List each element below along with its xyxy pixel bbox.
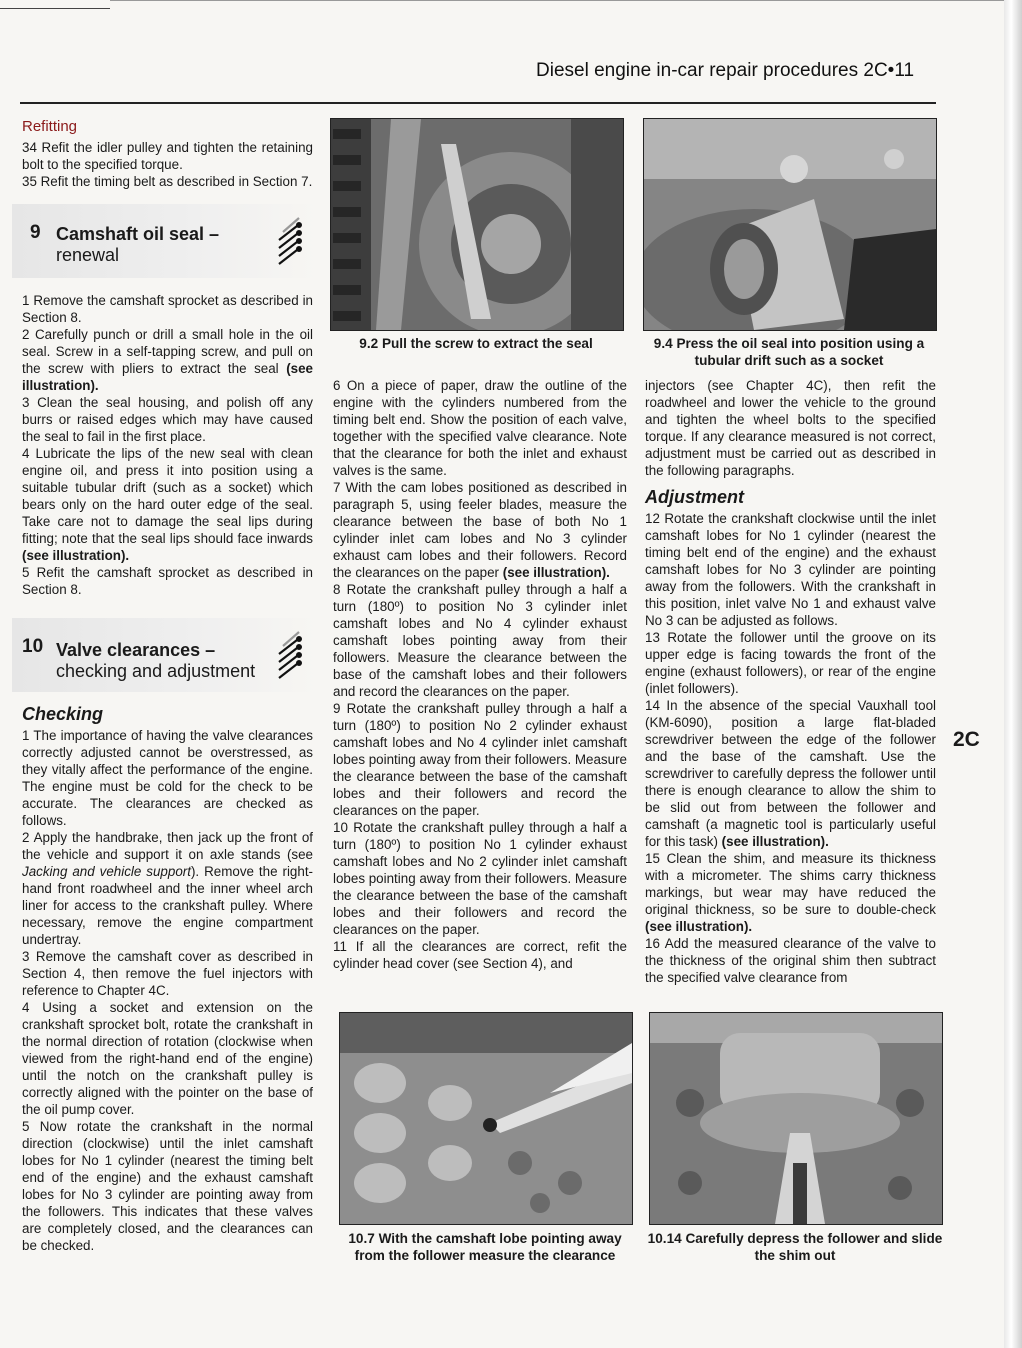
right-column — [645, 377, 936, 986]
paragraph: injectors (see Chapter 4C), then refit the roadwheel and lower the vehicle to the ground and tighten the wheel bolts to the specified torque. If any clearance measured is not correct, adjustment must be carried out as described in the following paragraphs. — [645, 378, 936, 478]
caption-10-14: 10.14 Carefully depress the follower and slide the shim out — [647, 1231, 943, 1263]
caption-10-7: 10.7 With the camshaft lobe pointing away from the follower measure the clearance — [348, 1231, 622, 1263]
photo-10-14 — [649, 1012, 943, 1225]
illustration-ref: (see illustration). — [645, 919, 753, 934]
photo-9-2 — [330, 118, 624, 331]
top-edge-line — [0, 8, 110, 9]
section-title — [56, 224, 219, 266]
paragraph: 5 Now rotate the crankshaft in the normal direction (clockwise) until the inlet camshaft lobes for No 1 cylinder (nearest the timing belt end of the engine) and the exhaust camshaft lobes for No 3 cylinder are pointing away from the followers. This indicates that these valves are completely closed, and the clearances can be checked. — [22, 1119, 313, 1253]
screwdriver-follower-photo — [650, 1013, 942, 1224]
header-rule — [20, 102, 936, 104]
photo-10-7 — [339, 1012, 633, 1225]
top-border-line — [110, 0, 1022, 1]
illustration-ref: (see illustration). — [22, 361, 313, 393]
illustration-ref: (see illustration). — [721, 834, 829, 849]
paragraph: 35 Refit the timing belt as described in Section 7. — [22, 174, 313, 189]
page-edge-strip — [1004, 0, 1022, 1348]
paragraph: 8 Rotate the crankshaft pulley through a half a turn (180º) to position No 3 cylinder inlet camshaft lobes and No 4 cylinder exhaust camshaft lobes pointing away from their followers. Measure the clearance between the base of the camshaft lobes and their followers and record the clearances on the paper. — [333, 582, 627, 699]
section-title — [56, 640, 255, 682]
paragraph: 7 With the cam lobes positioned as described in paragraph 5, using feeler blades, measure the clearance between the base of both No 1 cylinder inlet cam lobes and No 3 cylinder exhaust cam lobes and their followers. Record the clearances on the paper (see illustration). — [333, 480, 627, 580]
paragraph: 34 Refit the idler pulley and tighten the retaining bolt to the specified torque. — [22, 140, 313, 172]
paragraph: 6 On a piece of paper, draw the outline of the engine with the cylinders numbered from the timing belt end. Show the position of each valve, together with the specified valve clearance. Note that the clearance for both the inlet and exhaust valves is the same. — [333, 378, 627, 478]
cross-reference: Jacking and vehicle support — [22, 864, 191, 879]
difficulty-spanner-icon — [275, 212, 305, 272]
paragraph: 15 Clean the shim, and measure its thickness with a micrometer. The shims carry thickness markings, but wear may have reduced the original thickness, so be sure to double-check (see illustration). — [645, 851, 936, 934]
paragraph: 3 Remove the camshaft cover as described in Section 4, then remove the fuel injectors with reference to Chapter 4C. — [22, 949, 313, 998]
oil-seal-socket-photo — [644, 119, 936, 330]
middle-column — [333, 377, 627, 972]
running-header: Diesel engine in-car repair procedures 2C•11 — [536, 60, 915, 81]
adjustment-heading: Adjustment — [645, 487, 744, 507]
caption-9-4: 9.4 Press the oil seal into position using a tubular drift such as a socket — [653, 336, 925, 368]
paragraph: 4 Using a socket and extension on the crankshaft sprocket bolt, rotate the crankshaft in the normal direction of rotation (clockwise when viewed from the right-hand end of the engine) until the notch on the crankshaft pulley is correctly aligned with the pointer on the base of the oil pump cover. — [22, 1000, 313, 1117]
section-title-main: Camshaft oil seal – — [56, 224, 220, 244]
engine-sprocket-photo — [331, 119, 623, 330]
section-title-sub: checking and adjustment — [56, 661, 256, 681]
paragraph: 14 In the absence of the special Vauxhall tool (KM-6090), position a large flat-bladed screwdriver between the edge of the follower and the base of the camshaft. Use the screwdriver to carefully depress the follower until there is enough clearance to allow the shim to be slid out from between the follower and camshaft (a magnetic tool is particularly useful for this task) (see illustration). — [645, 698, 936, 849]
paragraph: 2 Apply the handbrake, then jack up the front of the vehicle and support it on axle stands (see Jacking and vehicle support). Remove the right-hand front roadwheel and the inner wheel arch liner for access to the crankshaft pulley. Where necessary, remove the engine compartment undertray. — [22, 830, 313, 947]
difficulty-spanner-icon — [275, 626, 305, 686]
illustration-ref: (see illustration). — [22, 548, 130, 563]
section-10-heading-box — [12, 618, 317, 692]
paragraph: 1 The importance of having the valve clearances correctly adjusted cannot be overstressed, as they vitally affect the performance of the engine. The engine must be cold for the check to be accurate. The clearances are checked as follows. — [22, 728, 313, 828]
paragraph: 1 Remove the camshaft sprocket as described in Section 8. — [22, 293, 313, 325]
illustration-ref: (see illustration). — [502, 565, 610, 580]
refitting-heading: Refitting — [22, 118, 78, 135]
paragraph: 3 Clean the seal housing, and polish off any burrs or raised edges which may have caused the seal to fail in the first place. — [22, 395, 313, 444]
paragraph: 4 Lubricate the lips of the new seal with clean engine oil, and press it into position using a suitable tubular drift (such as a socket) which bears only on the hard outer edge of the seal. Take care not to damage the seal lips during fitting; note that the seal lips should face inwards (see illustration). — [22, 446, 313, 563]
section-9-heading-box — [12, 204, 317, 278]
chapter-tab: 2C — [953, 728, 980, 751]
paragraph: 13 Rotate the follower until the groove on its upper edge is facing towards the front of the engine (exhaust followers), or rear of the engine (inlet followers). — [645, 630, 936, 696]
section-title-main: Valve clearances – — [56, 640, 216, 660]
section-number: 10 — [22, 636, 44, 657]
caption-9-2: 9.2 Pull the screw to extract the seal — [359, 336, 593, 351]
section-title-sub: renewal — [56, 245, 120, 265]
feeler-gauge-photo — [340, 1013, 632, 1224]
section-number: 9 — [30, 222, 41, 243]
paragraph: 16 Add the measured clearance of the valve to the thickness of the original shim then subtract the specified valve clearance from — [645, 936, 936, 985]
photo-9-4 — [643, 118, 937, 331]
paragraph: 2 Carefully punch or drill a small hole in the oil seal. Screw in a self-tapping screw, and pull on the screw with pliers to extract the seal (see illustration). — [22, 327, 313, 393]
paragraph: 5 Refit the camshaft sprocket as described in Section 8. — [22, 565, 313, 597]
left-column — [22, 118, 313, 1254]
checking-heading: Checking — [22, 704, 104, 724]
paragraph: 9 Rotate the crankshaft pulley through a half a turn (180º) to position No 2 cylinder exhaust camshaft lobes and No 4 cylinder inlet camshaft lobes pointing away from their followers. Measure the clearance between the base of the camshaft lobes and their followers and record the clearances on the paper. — [333, 701, 627, 818]
paragraph: 10 Rotate the crankshaft pulley through a half a turn (180º) to position No 1 cylinder exhaust camshaft lobes and No 2 cylinder inlet camshaft lobes pointing away from their followers. Measure the clearance between the base of the camshaft lobes and their followers and record the clearances on the paper. — [333, 820, 627, 937]
paragraph: 11 If all the clearances are correct, refit the cylinder head cover (see Section 4), and — [333, 939, 627, 971]
paragraph: 12 Rotate the crankshaft clockwise until the inlet camshaft lobes for No 1 cylinder (nearest the timing belt end of the engine) and the exhaust camshaft lobes for No 3 cylinder are pointing away from the followers. With the crankshaft in this position, inlet valve No 1 and exhaust valve No 3 can be adjusted as follows. — [645, 511, 936, 628]
